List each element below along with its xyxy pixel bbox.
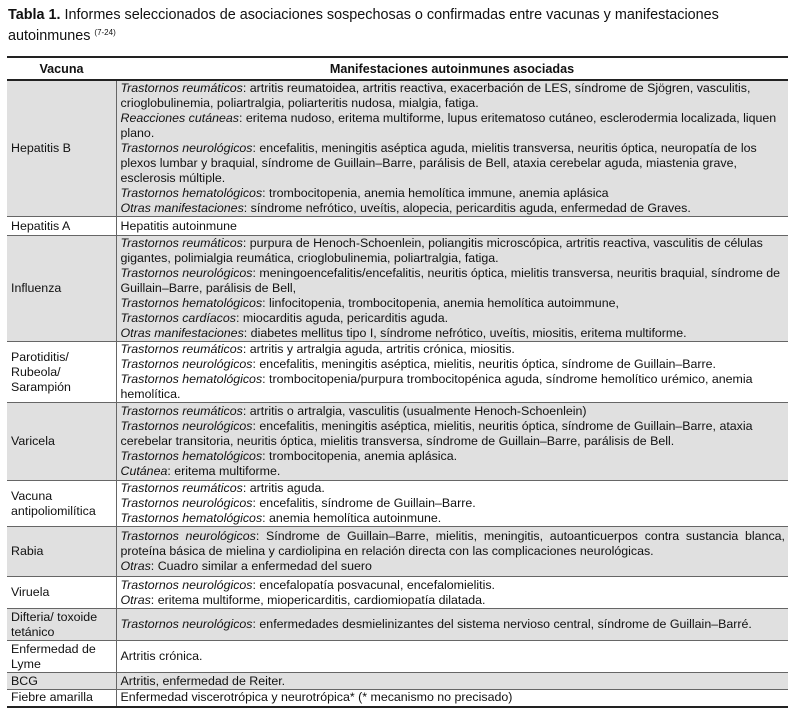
manifestations-cell [116,236,788,342]
manifestation-entry [121,449,786,464]
vaccine-name: Fiebre amarilla [7,690,116,707]
manifestation-entry [121,111,786,141]
manifestation-entry [121,296,786,311]
manifestation-text: artritis o artralgia, vasculitis (usualmente Henoch-Schoenlein) [249,404,587,418]
manifestation-entry [121,186,786,201]
category-label: Trastornos neurológicos [120,357,253,371]
manifestation-text: enfermedades desmielinizantes del sistema nervioso central, síndrome de Guillain–Barré. [259,617,752,631]
table-caption [8,6,788,45]
manifestation-entry [121,201,786,216]
manifestation-text: artritis y artralgia aguda, artritis crónica, miositis. [249,342,515,356]
manifestation-entry [121,326,786,341]
category-separator: : [262,372,270,386]
manifestation-text: encefalitis, meningitis aséptica, mielitis, neuritis óptica, síndrome de Guillain–Barre. [259,357,717,371]
manifestation-entry [121,617,786,632]
table-row [7,481,788,527]
caption-text: Informes seleccionados de asociaciones sospechosas o confirmadas entre vacunas y manifestaciones autoinmunes [8,7,719,44]
manifestation-entry [121,141,786,186]
category-separator: : [242,404,250,418]
manifestation-entry [121,419,786,449]
category-label: Trastornos reumáticos [120,81,243,95]
header-vacuna: Vacuna [7,57,116,80]
manifestation-text: Cuadro similar a enfermedad del suero [157,559,372,573]
category-label: Otras [120,592,151,607]
manifestations-cell [116,80,788,217]
table-body [7,80,788,707]
vaccine-name: Difteria/ toxoide tetánico [7,609,116,641]
category-label: Trastornos neurológicos [120,266,253,280]
manifestation-text: encefalopatía posvacunal, encefalomielitis. [259,577,495,592]
category-label: Otras manifestaciones [120,201,244,215]
category-label: Trastornos neurológicos [120,496,253,510]
vaccine-name: Viruela [7,577,116,609]
manifestations-cell [116,641,788,673]
category-label: Cutánea [120,464,168,478]
table-row [7,403,788,481]
category-label: Trastornos reumáticos [120,404,243,418]
category-label: Trastornos hematológicos [120,372,263,386]
category-label: Trastornos neurológicos [120,577,253,592]
category-separator: : [242,481,250,495]
category-separator: : [252,266,260,280]
table-row [7,690,788,707]
manifestation-entry [121,529,786,559]
manifestation-text: artritis reumatoidea, artritis reactiva, exacerbación de LES, síndrome de Sjögren, vasculitis, crioglobulinemia, poliartralgia, poliarteritis nudosa, mialgia, fatiga. [120,81,751,110]
table-row [7,217,788,236]
manifestation-text: Hepatitis autoinmune [120,218,237,233]
category-separator: : [252,617,260,631]
category-label: Trastornos neurológicos [120,529,256,543]
category-separator: : [262,511,270,525]
vaccine-name: Rabia [7,527,116,577]
manifestations-cell [116,527,788,577]
manifestations-cell [116,217,788,236]
manifestation-text: Artritis crónica. [120,649,203,663]
category-label: Trastornos cardíacos [120,311,236,325]
manifestations-cell [116,342,788,403]
manifestations-cell [116,673,788,690]
manifestation-text: Enfermedad viscerotrópica y neurotrópica* (* mecanismo no precisado) [120,690,513,705]
manifestation-entry [121,236,786,266]
category-separator: : [235,311,243,325]
vaccine-name: Parotiditis/ Rubeola/ Sarampión [7,342,116,403]
manifestation-text: anemia hemolítica autoinmune. [269,511,442,525]
table-header-row [7,57,788,80]
manifestation-entry [121,266,786,296]
category-separator: : [252,357,260,371]
category-label: Trastornos neurológicos [120,419,253,433]
manifestation-text: encefalitis, meningitis aséptica, mielitis, neuritis óptica, síndrome de Guillain–Barre, ataxia cerebelar transitoria, neuritis óptica, mielitis transversa, síndrome de Guillain–Barre, parálisis de Bell. [120,419,753,448]
manifestation-entry [121,357,786,372]
category-separator: : [252,496,260,510]
manifestation-entry [121,690,786,705]
manifestation-entry [121,464,786,479]
table-row [7,673,788,690]
manifestation-entry [121,481,786,496]
vaccine-name: Influenza [7,236,116,342]
category-separator: : [150,592,158,607]
manifestation-text: trombocitopenia/purpura trombocitopénica aguda, síndrome hemolítico urémico, anemia hemolítica. [120,372,753,401]
manifestation-entry [121,342,786,357]
manifestations-cell [116,609,788,641]
manifestations-cell [116,577,788,609]
category-separator: : [252,577,260,592]
table-row [7,342,788,403]
vaccine-name: Vacuna antipoliomilítica [7,481,116,527]
manifestation-text: Síndrome de Guillain–Barre, mielitis, meningitis, autoanticuerpos contra sustancia blanca, proteína básica de mielina y cardiolipina en relación directa con las complicaciones neurológicas. [120,529,785,558]
manifestation-entry [121,593,786,608]
category-label: Trastornos neurológicos [120,617,253,631]
manifestation-entry [121,511,786,526]
manifestation-entry [121,81,786,111]
category-separator: : [167,464,175,478]
manifestation-text: trombocitopenia, anemia aplásica. [269,449,458,463]
table-row [7,236,788,342]
manifestation-text: linfocitopenia, trombocitopenia, anemia hemolítica autoimmune, [269,296,619,310]
category-label: Trastornos hematológicos [120,296,263,310]
manifestation-text: eritema multiforme. [174,464,281,478]
category-label: Trastornos neurológicos [120,141,253,155]
vaccine-name: Enfermedad de Lyme [7,641,116,673]
header-manifestaciones: Manifestaciones autoinmunes asociadas [116,57,788,80]
vaccine-name: Varicela [7,403,116,481]
category-label: Otras [120,559,151,573]
manifestation-entry [121,372,786,402]
category-label: Trastornos hematológicos [120,511,263,525]
table-row [7,80,788,217]
manifestation-text: Artritis, enfermedad de Reiter. [120,673,286,688]
table-row [7,609,788,641]
category-separator: : [262,449,270,463]
vaccine-name: Hepatitis B [7,80,116,217]
category-separator: : [242,236,250,250]
category-separator: : [255,529,267,543]
category-label: Trastornos reumáticos [120,342,243,356]
category-separator: : [262,186,270,200]
manifestation-entry [121,311,786,326]
category-label: Trastornos reumáticos [120,481,243,495]
category-separator: : [252,419,260,433]
manifestations-cell [116,481,788,527]
category-separator: : [242,81,250,95]
manifestation-entry [121,674,786,689]
manifestation-entry [121,649,786,664]
manifestation-text: trombocitopenia, anemia hemolítica immune, anemia aplásica [269,186,609,200]
manifestation-entry [121,404,786,419]
category-label: Reacciones cutáneas [120,111,239,125]
category-separator: : [262,296,270,310]
caption-refs: (7-24) [94,28,116,37]
table-row [7,577,788,609]
vaccine-name: BCG [7,673,116,690]
manifestation-entry [121,578,786,593]
category-separator: : [243,326,251,340]
category-label: Trastornos hematológicos [120,186,263,200]
manifestations-cell [116,403,788,481]
manifestation-entry [121,496,786,511]
category-label: Trastornos hematológicos [120,449,263,463]
category-separator: : [252,141,260,155]
manifestation-text: eritema nudoso, eritema multiforme, lupus eritematoso cutáneo, esclerodermia localizada, liquen plano. [120,111,777,140]
manifestation-text: meningoencefalitis/encefalitis, neuritis óptica, mielitis transversa, neuritis braquial, síndrome de Guillain–Barre, parálisis de Bell, [120,266,781,295]
manifestation-text: diabetes mellitus tipo I, síndrome nefrótico, uveítis, miositis, eritema multiforme. [250,326,687,340]
category-label: Otras manifestaciones [120,326,244,340]
vaccine-autoimmune-table [7,56,788,708]
manifestation-entry [121,219,786,234]
category-separator: : [238,111,246,125]
manifestation-text: síndrome nefrótico, uveítis, alopecia, pericarditis aguda, enfermedad de Graves. [250,201,691,215]
manifestation-text: miocarditis aguda, pericarditis aguda. [242,311,449,325]
category-separator: : [150,559,158,573]
manifestation-text: eritema multiforme, miopericarditis, cardiomiopatía dilatada. [157,592,486,607]
vaccine-name: Hepatitis A [7,217,116,236]
manifestations-cell [116,690,788,707]
manifestation-entry [121,559,786,574]
manifestation-text: encefalitis, síndrome de Guillain–Barre. [259,496,476,510]
table-row [7,641,788,673]
manifestation-text: encefalitis, meningitis aséptica aguda, mielitis transversa, neuritis óptica, neuropatía de los plexos lumbar y braquial, síndrome de Guillain–Barre, parálisis de Bell, ataxia cerebelar aguda, miastenia grave, esclerosis múltiple. [120,141,757,185]
category-separator: : [243,201,251,215]
table-row [7,527,788,577]
manifestation-text: artritis aguda. [249,481,325,495]
category-separator: : [242,342,250,356]
manifestation-text: purpura de Henoch-Schoenlein, poliangitis microscópica, artritis reactiva, vasculitis de células gigantes, polimialgia reumática, crioglobulinemia, poliartralgia, fatiga. [120,236,763,265]
caption-label: Tabla 1. [8,7,61,23]
category-label: Trastornos reumáticos [120,236,243,250]
